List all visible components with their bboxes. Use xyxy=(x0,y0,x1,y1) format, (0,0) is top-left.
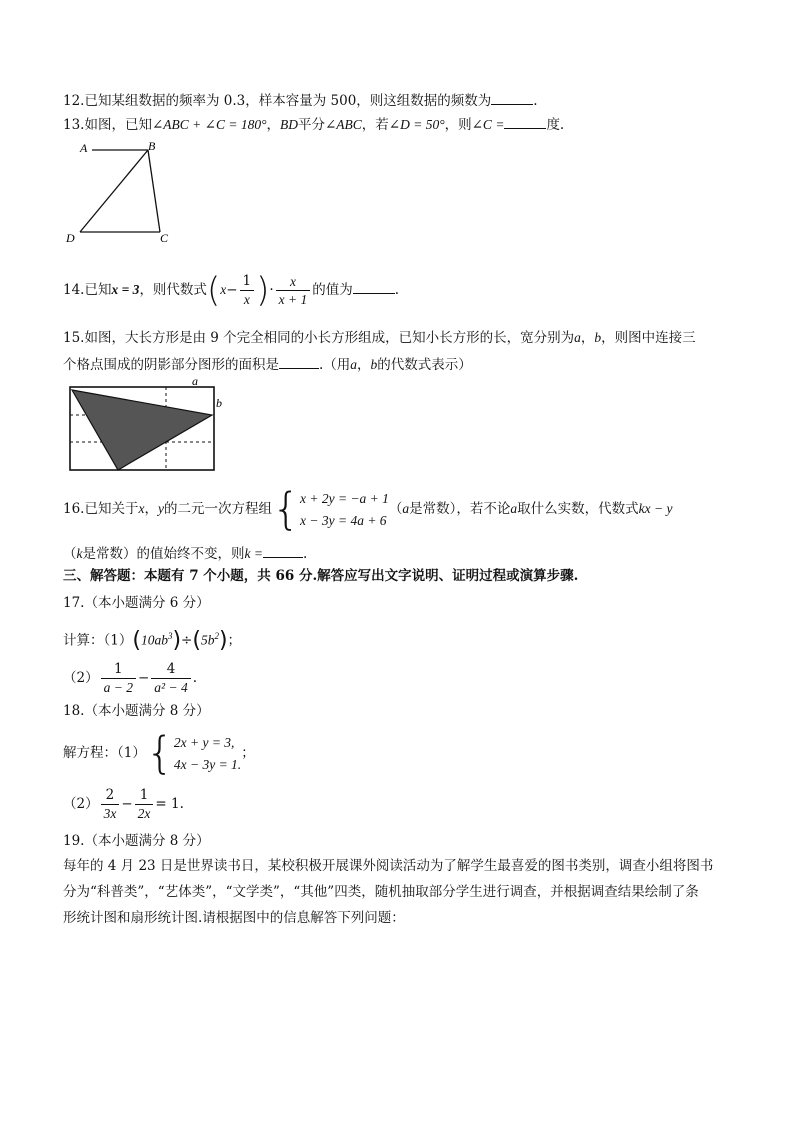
close-paren: ) xyxy=(172,628,182,653)
q17-term-1: 10ab xyxy=(140,632,168,648)
q13-ask: ∠C = xyxy=(471,117,505,132)
q13-if: ，若 xyxy=(361,117,389,133)
section-3-heading: 三、解答题：本题有 7 个小题，共 66 分.解答应写出文字说明、证明过程或演算步骤. xyxy=(63,568,579,584)
q16-k: k xyxy=(76,546,83,561)
q18-rhs: = 1. xyxy=(155,796,184,812)
label-a: A xyxy=(80,141,88,155)
q16-text-line2: 是常数）的值始终不变，则 xyxy=(82,546,245,562)
fraction-1-over-a-2: $\frac{1}{a - 2}$ xyxy=(101,661,136,696)
q15-sep: ， xyxy=(580,330,595,346)
q15-text-2-tail: 的代数式表示） xyxy=(377,357,472,373)
q16-open: （ xyxy=(63,546,77,562)
q15-a: a xyxy=(574,330,581,345)
equation-system xyxy=(300,488,389,532)
q16-end: . xyxy=(302,546,308,562)
question-12 xyxy=(63,90,538,111)
open-paren: ( xyxy=(132,628,141,653)
q16-ask: k = xyxy=(244,546,263,561)
label-b: b xyxy=(216,396,222,410)
q14-dot: · xyxy=(269,282,274,298)
q16-a: a xyxy=(402,501,410,516)
fraction-4-over-a2-4: $\frac{4}{\text{a² − 4}}$ xyxy=(151,661,190,696)
question-17-title: 17.（本小题满分 6 分） xyxy=(63,595,210,611)
answer-blank xyxy=(491,90,533,105)
fraction-x-over-x-plus-1: $\frac{x}{x + 1}$ xyxy=(276,273,311,308)
question-14 xyxy=(63,268,399,312)
answer-blank xyxy=(504,114,546,129)
q16-text-mid: 是常数），若不论 xyxy=(409,501,511,517)
fraction-1-over-2x: $\frac{1}{2x}$ xyxy=(135,787,154,822)
q17-term-2-exp: 2 xyxy=(214,631,219,641)
question-17-part-1 xyxy=(63,620,241,657)
q13-sep: ， xyxy=(266,117,280,133)
q16-mid: 的二元一次方程组 xyxy=(163,501,272,517)
q15-text-2-end: .（用 xyxy=(319,357,351,373)
q17-minus: − xyxy=(137,670,150,686)
q13-then: ，则 xyxy=(444,117,472,133)
q15-text-1-end: ，则图中连接三 xyxy=(601,330,696,346)
left-brace: { xyxy=(145,727,174,779)
q18-minus: − xyxy=(121,796,133,812)
equation-1: x + 2y = −a + 1 xyxy=(299,490,389,506)
q18-p2: （2） xyxy=(63,796,99,812)
answer-blank xyxy=(263,543,303,558)
q17-div: ÷ xyxy=(181,632,193,649)
q17-semi: ； xyxy=(227,632,242,649)
q17-end: . xyxy=(192,670,197,686)
close-paren: ) xyxy=(218,628,228,653)
question-13 xyxy=(63,114,564,135)
q16-x: x xyxy=(138,501,145,516)
q15-a2: a xyxy=(350,357,358,372)
question-17-part-2 xyxy=(63,660,197,696)
question-16-line-2 xyxy=(63,543,307,564)
q15-b: b xyxy=(594,330,602,345)
q13-angle: ∠ABC xyxy=(324,117,362,132)
q16-prefix: 16.已知关于 xyxy=(63,501,139,517)
fraction-1-over-x: $\frac{1}{x}$ xyxy=(240,273,255,308)
label-c: C xyxy=(160,231,169,245)
q15-text-1: 15.如图，大长方形是由 9 个完全相同的小长方形组成，已知小长方形的长，宽分别为 xyxy=(63,330,575,346)
q14-prefix: 14.已知 xyxy=(63,282,112,298)
question-15-line-1 xyxy=(63,328,696,348)
left-brace: { xyxy=(271,483,300,535)
q13-bd: BD xyxy=(279,117,298,132)
q13-end: 度. xyxy=(546,117,565,133)
answer-blank xyxy=(353,279,395,294)
equation-system xyxy=(174,732,241,776)
q15-b2: b xyxy=(370,357,378,372)
question-19-line-3: 形统计图和扇形统计图.请根据图中的信息解答下列问题： xyxy=(63,910,405,926)
figure-quadrilateral xyxy=(60,136,180,246)
fraction-2-over-3x: $\frac{2}{3x}$ xyxy=(101,787,120,822)
question-19-title: 19.（本小题满分 8 分） xyxy=(63,833,210,849)
q17-term-2: 5b xyxy=(200,632,215,648)
equation-2: 4x − 3y = 1. xyxy=(173,756,242,772)
label-d: D xyxy=(66,231,75,245)
question-15-line-2 xyxy=(63,354,472,375)
q16-paren: （ xyxy=(388,501,403,517)
open-paren: ( xyxy=(206,270,221,311)
q16-y: y xyxy=(157,501,164,516)
q13-prefix: 13.如图，已知 xyxy=(63,117,152,133)
q15-sep2: ， xyxy=(357,357,371,373)
q16-expr: kx − y xyxy=(638,501,673,516)
q14-suffix: 的值为 xyxy=(312,282,353,298)
q14-x: x xyxy=(220,282,227,297)
q14-given: x = 3 xyxy=(111,282,140,297)
label-b: B xyxy=(148,139,156,153)
figure-rectangle-grid xyxy=(66,374,230,474)
q12-end: . xyxy=(533,93,538,109)
q13-bisect: 平分 xyxy=(297,117,325,133)
answer-blank xyxy=(279,354,319,369)
q14-end: . xyxy=(394,282,400,298)
question-18-title: 18.（本小题满分 8 分） xyxy=(63,703,210,719)
question-18-part-2 xyxy=(63,786,184,822)
q16-sep: ， xyxy=(144,501,158,517)
question-19-line-1: 每年的 4 月 23 日是世界读书日，某校积极开展课外阅读活动为了解学生最喜爱的图书类别，调查小组将图书 xyxy=(63,858,714,874)
question-18-part-1 xyxy=(63,728,255,778)
equation-2: x − 3y = 4a + 6 xyxy=(299,512,387,528)
q12-text: 12.已知某组数据的频率为 0.3，样本容量为 500，则这组数据的频数为 xyxy=(63,93,492,109)
q17-p2: （2） xyxy=(63,670,99,686)
q14-minus: − xyxy=(226,282,238,298)
q16-a2: a xyxy=(510,501,518,516)
label-a: a xyxy=(192,374,198,388)
q18-solve: 解方程：（1） xyxy=(63,745,146,761)
q16-text-mid2: 取什么实数，代数式 xyxy=(517,501,639,517)
question-16-line-1 xyxy=(63,484,673,534)
q14-mid: ，则代数式 xyxy=(139,282,207,298)
q17-term-1-exp: 3 xyxy=(167,631,173,641)
q13-condition-2: ∠D = 50° xyxy=(388,117,445,132)
shaded-triangle xyxy=(72,390,212,470)
question-19-line-2: 分为“科普类”，“艺体类”，“文学类”，“其他”四类，随机抽取部分学生进行调查，并根据调查结果绘制了条 xyxy=(63,884,699,900)
close-paren: ) xyxy=(256,270,270,311)
q18-semi: ； xyxy=(241,745,255,761)
q13-condition-1: ∠ABC + ∠C = 180° xyxy=(151,117,267,132)
equation-1: 2x + y = 3, xyxy=(173,734,235,750)
q17-calc: 计算：（1） xyxy=(63,632,133,649)
q15-text-2: 个格点围成的阴影部分图形的面积是 xyxy=(63,357,279,373)
open-paren: ( xyxy=(192,628,201,653)
